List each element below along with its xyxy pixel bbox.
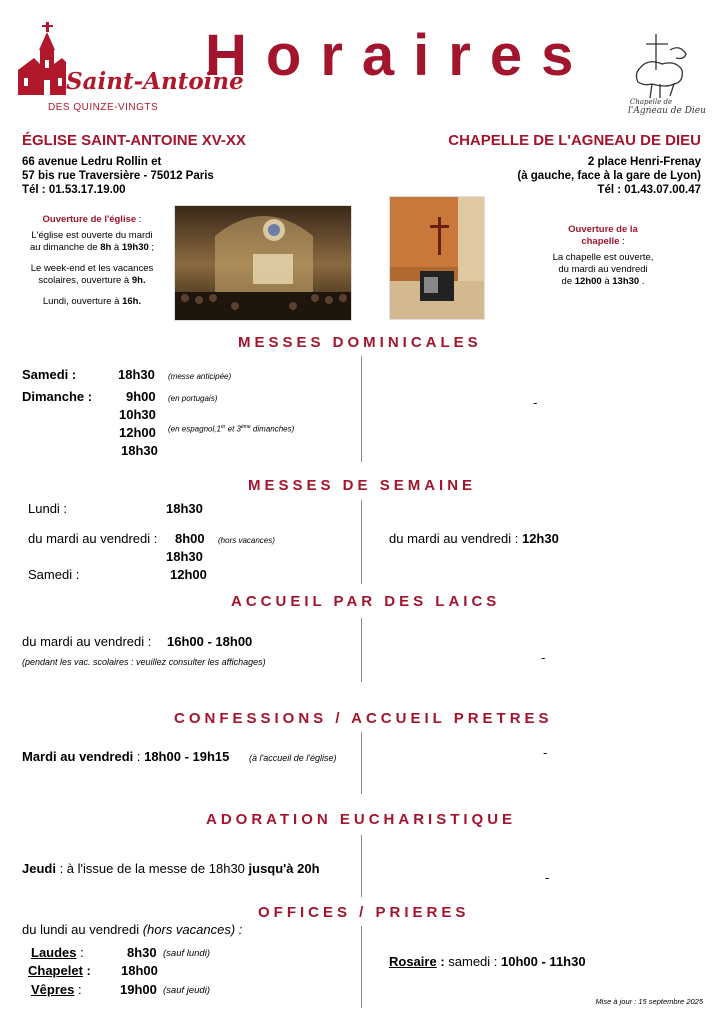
sem-mv-time1: 8h00 bbox=[175, 531, 205, 546]
section-title-adoration: ADORATION EUCHARISTIQUE bbox=[206, 811, 517, 828]
section-title-dominicales: MESSES DOMINICALES bbox=[238, 334, 482, 351]
off-laudes-colon: : bbox=[76, 945, 84, 960]
page-title: Horaires bbox=[205, 23, 593, 88]
off-chapelet-time: 18h00 bbox=[121, 963, 158, 978]
sem-lundi-label: Lundi : bbox=[28, 501, 68, 516]
dom-dim-time1: 9h00 bbox=[126, 389, 156, 404]
off-rosaire-time: 10h00 - 11h30 bbox=[501, 954, 586, 969]
dom-dimanche-label: Dimanche : bbox=[22, 389, 93, 404]
off-vepres-note: (sauf jeudi) bbox=[163, 985, 210, 996]
left-opening-info bbox=[18, 214, 166, 308]
sem-right-time: 12h30 bbox=[521, 531, 559, 546]
agneau-logo bbox=[626, 30, 706, 120]
right-tel: Tél : 01.43.07.00.47 bbox=[597, 184, 701, 196]
off-vepres-time: 19h00 bbox=[120, 982, 157, 997]
conf-label: Mardi au vendredi bbox=[22, 749, 134, 764]
saint-antoine-logo bbox=[14, 20, 244, 115]
off-vepres-word: Vêpres bbox=[31, 982, 75, 997]
ador-right-dash: - bbox=[545, 870, 550, 885]
column-divider bbox=[361, 618, 362, 682]
conf-right-dash: - bbox=[543, 745, 548, 760]
agneau-logo-line2: l'Agneau de Dieu bbox=[628, 106, 706, 116]
conf-colon: : bbox=[133, 749, 145, 764]
right-open-12h: 12h00 bbox=[574, 276, 602, 287]
left-addr-line1: 66 avenue Ledru Rollin et bbox=[22, 156, 162, 168]
right-opening-text3: de bbox=[561, 276, 575, 287]
off-laudes-word: Laudes bbox=[31, 945, 77, 960]
right-opening-text2: du mardi au vendredi bbox=[558, 264, 648, 275]
off-intro-italic: (hors vacances) : bbox=[142, 922, 243, 937]
right-church-name: CHAPELLE DE L'AGNEAU DE DIEU bbox=[448, 132, 701, 149]
off-laudes-note: (sauf lundi) bbox=[163, 948, 210, 959]
sem-samedi-time: 12h00 bbox=[170, 567, 207, 582]
acc-label: du mardi au vendredi : bbox=[22, 634, 152, 649]
sem-right-label: du mardi au vendredi : bbox=[389, 531, 522, 546]
sem-right bbox=[389, 531, 559, 546]
dom-dim-note3 bbox=[168, 424, 294, 434]
section-title-offices: OFFICES / PRIERES bbox=[258, 904, 470, 921]
sem-mv-note: (hors vacances) bbox=[218, 536, 275, 545]
off-intro bbox=[22, 922, 242, 937]
column-divider bbox=[361, 500, 362, 584]
acc-note: (pendant les vac. scolaires : veuillez consulter les affichages) bbox=[22, 657, 266, 667]
ador-label: Jeudi bbox=[22, 861, 56, 876]
logo-subtitle: DES QUINZE-VINGTS bbox=[48, 102, 159, 113]
conf-time: 18h00 - 19h15 bbox=[144, 749, 230, 764]
dom-samedi-note: (messe anticipée) bbox=[168, 372, 232, 381]
right-church-address bbox=[517, 155, 701, 197]
right-addr-line1: 2 place Henri-Frenay bbox=[587, 156, 701, 168]
dom-dim-note3-sup2: ème bbox=[240, 424, 251, 430]
left-open-19h30: 19h30 bbox=[121, 242, 149, 253]
acc-time: 16h00 - 18h00 bbox=[167, 634, 253, 649]
off-intro-text: du lundi au vendredi bbox=[22, 922, 143, 937]
left-opening-colon: : bbox=[136, 214, 142, 225]
sem-mv-label: du mardi au vendredi : bbox=[28, 531, 158, 546]
right-opening-colon: : bbox=[619, 236, 625, 247]
ador-line bbox=[22, 861, 320, 876]
logo-name: Saint-Antoine bbox=[66, 68, 244, 95]
left-church-name: ÉGLISE SAINT-ANTOINE XV-XX bbox=[22, 132, 246, 149]
dom-dim-note3-sup1: er bbox=[220, 424, 226, 430]
dom-dim-time4: 18h30 bbox=[121, 443, 158, 458]
dom-samedi-time: 18h30 bbox=[118, 367, 155, 382]
left-open-a: à bbox=[111, 242, 122, 253]
sem-lundi-time: 18h30 bbox=[166, 501, 203, 516]
sem-samedi-label: Samedi : bbox=[28, 567, 80, 582]
right-open-13h30: 13h30 bbox=[612, 276, 640, 287]
right-opening-text1: La chapelle est ouverte, bbox=[552, 252, 654, 263]
dom-dim-note3a: (en espagnol,1 bbox=[168, 424, 221, 434]
off-chapelet-label bbox=[28, 963, 91, 978]
dom-samedi-label: Samedi : bbox=[22, 367, 77, 382]
left-opening-text2a: Le week-end et les vacances bbox=[30, 263, 154, 274]
dom-dim-note3c: dimanches) bbox=[250, 424, 295, 434]
right-open-a: à bbox=[601, 276, 613, 287]
off-rosaire-text: samedi : bbox=[444, 954, 502, 969]
agneau-logo-line1: Chapelle de bbox=[630, 98, 673, 106]
conf-line bbox=[22, 749, 229, 764]
left-opening-text1b: au dimanche de bbox=[29, 242, 101, 253]
off-chapelet-colon: : bbox=[82, 963, 91, 978]
column-divider bbox=[361, 356, 362, 462]
right-open-dot: . bbox=[639, 276, 645, 287]
left-opening-text2b: scolaires, ouverture à bbox=[38, 275, 132, 286]
dom-dim-note1: (en portugais) bbox=[168, 394, 218, 403]
section-title-accueil: ACCUEIL PAR DES LAICS bbox=[231, 593, 501, 610]
section-title-semaine: MESSES DE SEMAINE bbox=[248, 477, 477, 494]
left-church-address bbox=[22, 155, 214, 197]
footer-update: Mise à jour : 15 septembre 2025 bbox=[595, 997, 703, 1006]
off-rosaire-colon: : bbox=[436, 954, 445, 969]
off-vepres-colon: : bbox=[74, 982, 82, 997]
left-opening-text3: Lundi, ouverture à bbox=[42, 296, 123, 307]
left-tel: Tél : 01.53.17.19.00 bbox=[22, 184, 126, 196]
acc-right-dash: - bbox=[541, 650, 546, 665]
chapel-interior-photo bbox=[389, 196, 485, 320]
ador-end: jusqu'à 20h bbox=[248, 861, 320, 876]
left-addr-line2: 57 bis rue Traversière - 75012 Paris bbox=[22, 170, 214, 182]
off-rosaire-word: Rosaire bbox=[389, 954, 437, 969]
off-laudes-time: 8h30 bbox=[127, 945, 157, 960]
dom-right-dash: - bbox=[533, 395, 538, 410]
right-opening-info bbox=[548, 224, 658, 288]
off-rosaire bbox=[389, 954, 586, 969]
left-opening-label: Ouverture de l'église bbox=[42, 214, 137, 225]
left-open-8h: 8h bbox=[100, 242, 112, 253]
off-laudes-label bbox=[31, 945, 84, 960]
right-addr-line2: (à gauche, face à la gare de Lyon) bbox=[517, 170, 701, 182]
section-title-confessions: CONFESSIONS / ACCUEIL PRETRES bbox=[174, 710, 553, 727]
church-interior-photo bbox=[174, 205, 352, 321]
column-divider bbox=[361, 732, 362, 794]
sem-mv-time2: 18h30 bbox=[166, 549, 203, 564]
off-vepres-label bbox=[31, 982, 82, 997]
left-open-16h: 16h. bbox=[122, 296, 142, 307]
right-opening-label: Ouverture de la chapelle bbox=[568, 224, 638, 247]
off-chapelet-word: Chapelet bbox=[28, 963, 83, 978]
ador-text: : à l'issue de la messe de 18h30 bbox=[55, 861, 249, 876]
left-open-9h: 9h. bbox=[131, 275, 146, 286]
dom-dim-note3b: et 3 bbox=[225, 424, 241, 434]
dom-dim-time3: 12h00 bbox=[119, 425, 156, 440]
column-divider bbox=[361, 835, 362, 897]
left-open-semi: ; bbox=[148, 242, 155, 253]
column-divider bbox=[361, 926, 362, 1008]
left-opening-text1a: L'église est ouverte du mardi bbox=[31, 230, 153, 241]
conf-note: (à l'accueil de l'église) bbox=[249, 753, 337, 763]
dom-dim-time2: 10h30 bbox=[119, 407, 156, 422]
